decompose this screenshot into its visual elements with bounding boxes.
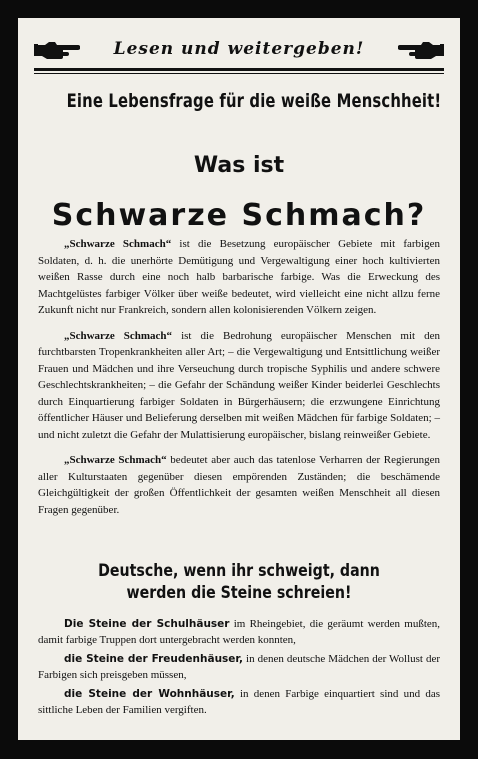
paragraph-2 [38, 328, 440, 444]
top-banner [34, 34, 444, 64]
stones-item-schools [38, 616, 440, 648]
appeal-line-2: werden die Steine schreien! [126, 583, 352, 602]
paragraph-1 [38, 236, 440, 319]
stones-list [38, 616, 440, 721]
stones-keyword: die Steine der Wohnhäuser, [64, 688, 235, 700]
leaflet-page [18, 18, 460, 740]
appeal-line-1: Deutsche, wenn ihr schweigt, dann [98, 561, 380, 580]
subtitle-main: Schwarze Schmach? [51, 198, 427, 233]
stones-text: in denen Farbige einquartiert sind und das sittliche Leben der Familien vergiften. [38, 688, 440, 716]
paragraph-text: ist die Besetzung europäischer Gebiete mit farbigen Soldaten, d. h. die unerhörte Demütigung und Vergewaltigung einer hoch kultivierten weißen Rasse durch eine noch halb barbarische farbige. Was die Erweckung des Machtgelüstes farbiger Völker über weiße bedeutet, wird vielleicht eine nicht allzu ferne Zukunft nicht nur Frankreich, sondern allen kolonisierenden Völkern zeigen. [38, 238, 440, 316]
divider-thin [34, 73, 444, 74]
headline: Eine Lebensfrage für die weiße Menschheit! [66, 90, 442, 112]
paragraph-keyword: „Schwarze Schmach“ [64, 329, 173, 342]
body-text [38, 236, 440, 527]
banner-text: Lesen und weitergeben! [113, 39, 365, 59]
pointing-hand-left-icon [398, 38, 444, 60]
appeal-heading [49, 560, 429, 604]
stones-keyword: die Steine der Freudenhäuser, [64, 653, 244, 665]
paragraph-text: ist die Bedrohung europäischer Menschen mit den furchtbarsten Tropenkrankheiten aller Art; – die Vergewaltigung und Entsittlichung weißer Frauen und Mädchen und ihre Verseuchung durch tropische Syphilis und andere schwere Geschlechtskrankheiten; – die Gefahr der Schändung weißer Kinder beiderlei Geschlechts durch Einquartierung farbiger Soldaten in Bürgerhäusern; die erzwungene Einrichtung öffentlicher Häuser und Belieferung derselben mit weißen Mädchen für farbige Soldaten; – und nicht zuletzt die Gefahr der Mulattisierung europäischer, bislang reinweißer Gebiete. [38, 329, 440, 441]
stones-item-brothels [38, 651, 440, 683]
divider-thick [34, 68, 444, 71]
paragraph-keyword: „Schwarze Schmach“ [64, 454, 167, 466]
stones-item-houses [38, 686, 440, 718]
paragraph-text: bedeutet aber auch das tatenlose Verharren der Regierungen aller Kulturstaaten gegenüber diesen empörenden Zuständen; die beschämende Gleichgültigkeit der großen Öffentlichkeit der gesamten weißen Menschheit all diesen Fragen gegenüber. [38, 454, 441, 516]
paragraph-keyword: „Schwarze Schmach“ [64, 238, 172, 250]
subtitle-question: Was ist [193, 153, 285, 178]
stones-text: im Rheingebiet, die geräumt werden mußten, damit farbige Truppen dort untergebracht werden konnten, [38, 618, 441, 646]
stones-keyword: Die Steine der Schulhäuser [64, 618, 230, 630]
stones-text: in denen deutsche Mädchen der Wollust der Farbigen sich preisgeben müssen, [38, 653, 441, 681]
pointing-hand-right-icon [34, 38, 80, 60]
paragraph-3 [38, 452, 440, 518]
